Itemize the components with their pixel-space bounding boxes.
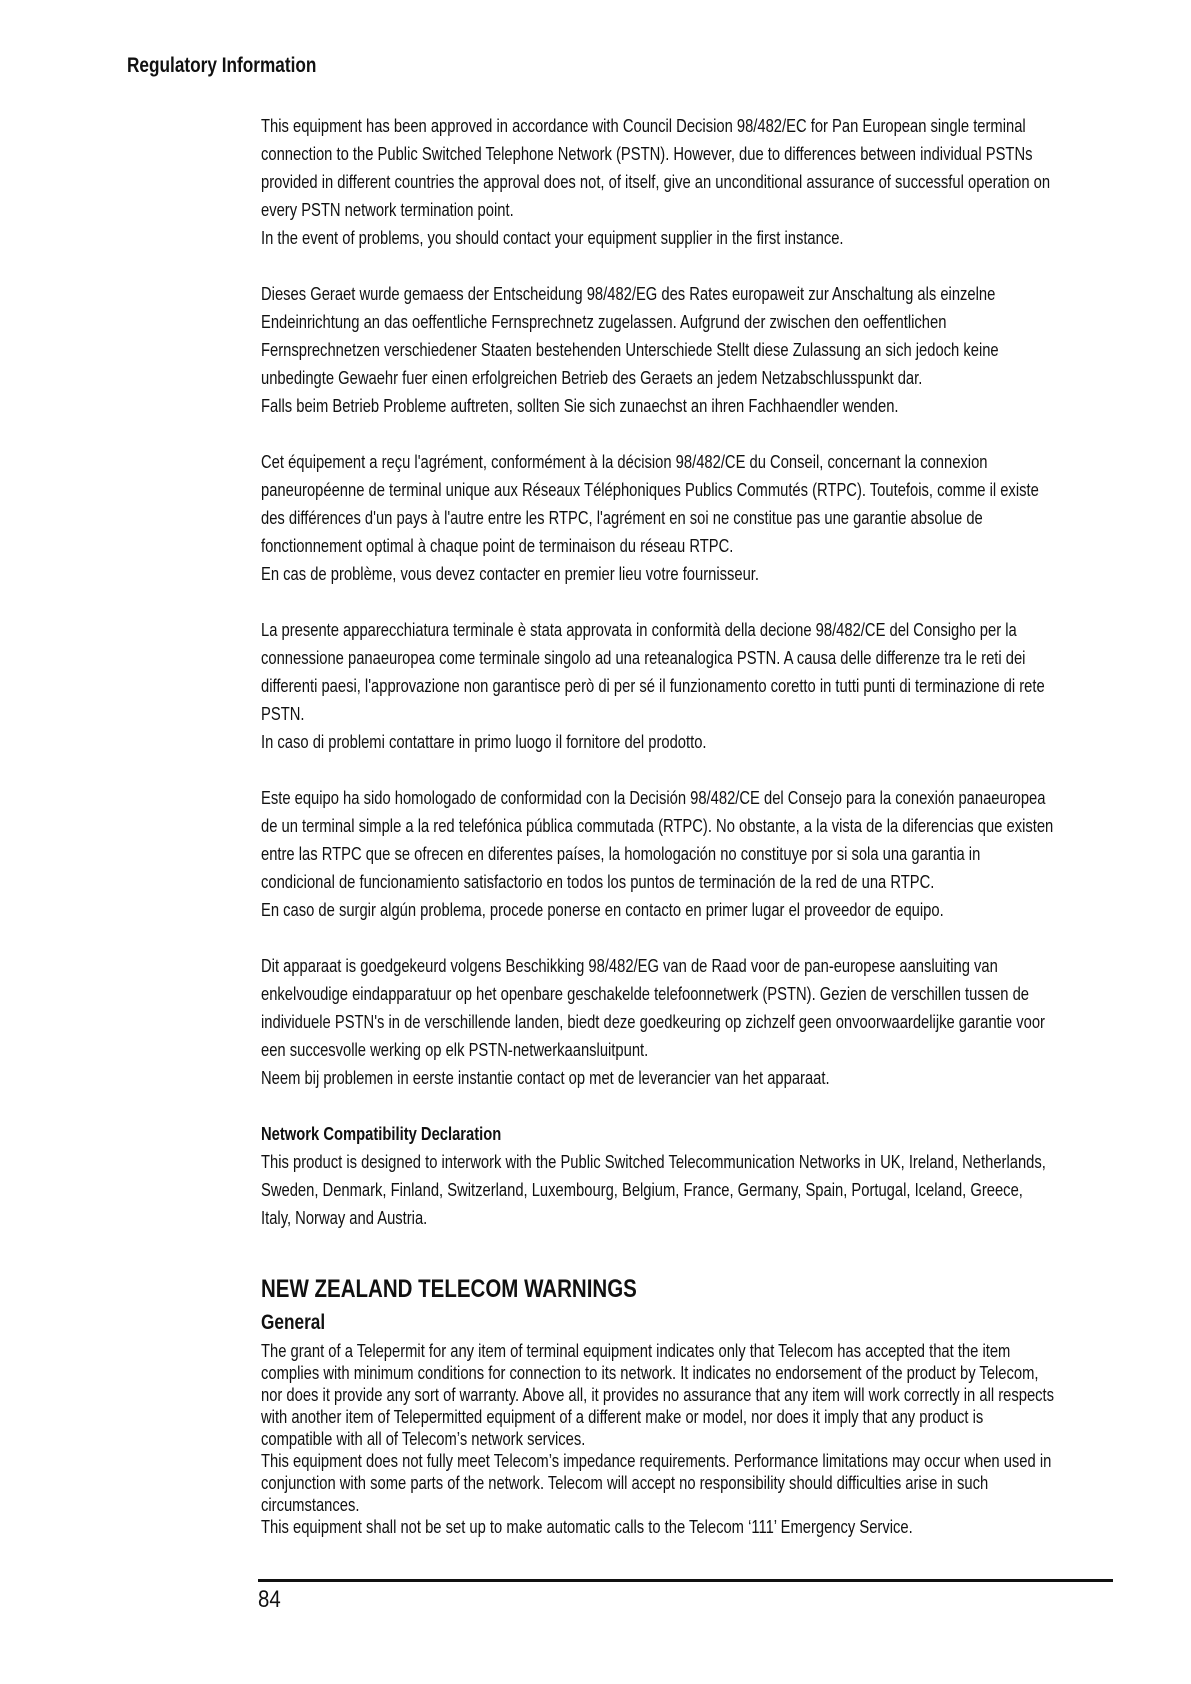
paragraph-text: La presente apparecchiatura terminale è stata approvata in conformità della decione 98/482/CE del Consigho per la connessione panaeuropea come terminale singolo ad una reteanalogica PSTN. A causa delle differenze tra le reti dei differenti paesi, l'approvazione non garantisce però di per sé il funzionamento coretto in tutti punti di terminazione di rete PSTN.: [261, 620, 1045, 724]
eu-paragraph-spanish: [261, 784, 1055, 924]
nz-paragraph: This equipment does not fully meet Telecom’s impedance requirements. Performance limitations may occur when used in conjunction with some parts of the network. Telecom will accept no responsibility should difficulties arise in such circumstances.: [261, 1451, 1052, 1515]
document-body: [261, 112, 1055, 1538]
network-compatibility-text: This product is designed to interwork with the Public Switched Telecommunication Networks in UK, Ireland, Netherlands, Sweden, Denmark, Finland, Switzerland, Luxembourg, Belgium, France, Germany, Spain, Portugal, Iceland, Greece, Italy, Norway and Austria.: [261, 1152, 1046, 1228]
paragraph-note: En cas de problème, vous devez contacter en premier lieu votre fournisseur.: [261, 564, 760, 584]
eu-paragraph-dutch: [261, 952, 1055, 1092]
nz-section-heading: NEW ZEALAND TELECOM WARNINGS: [261, 1275, 637, 1303]
paragraph-text: Dieses Geraet wurde gemaess der Entscheidung 98/482/EG des Rates europaweit zur Anschaltung als einzelne Endeinrichtung an das oeffentliche Fernsprechnetz zugelassen. Aufgrund der zwischen den oeffentlichen Fernsprechnetzen verschiedener Staaten bestehenden Unterschiede Stellt diese Zulassung an sich jedoch keine unbedingte Gewaehr fuer einen erfolgreichen Betrieb des Geraets an jedem Netzabschlusspunkt dar.: [261, 284, 999, 388]
eu-paragraph-german: [261, 280, 1055, 420]
paragraph-note: Falls beim Betrieb Probleme auftreten, sollten Sie sich zunaechst an ihren Fachhaendler wenden.: [261, 396, 899, 416]
paragraph-text: This equipment has been approved in accordance with Council Decision 98/482/EC for Pan European single terminal connection to the Public Switched Telephone Network (PSTN). However, due to differences between individual PSTNs provided in different countries the approval does not, of itself, give an unconditional assurance of successful operation on every PSTN network termination point.: [261, 116, 1051, 220]
nz-general-subheading: General: [261, 1311, 326, 1334]
nz-paragraph: This equipment shall not be set up to make automatic calls to the Telecom ‘111’ Emergency Service.: [261, 1517, 913, 1537]
network-compatibility-heading: Network Compatibility Declaration: [261, 1124, 502, 1144]
page-header-title: Regulatory Information: [127, 54, 317, 77]
paragraph-note: In the event of problems, you should contact your equipment supplier in the first instance.: [261, 228, 844, 248]
paragraph-note: In caso di problemi contattare in primo luogo il fornitore del prodotto.: [261, 732, 707, 752]
paragraph-text: Dit apparaat is goedgekeurd volgens Beschikking 98/482/EG van de Raad voor de pan-europese aansluiting van enkelvoudige eindapparatuur op het openbare geschakelde telefoonnetwerk (PSTN). Gezien de verschillen tussen de individuele PSTN's in de verschillende landen, biedt deze goedkeuring op zichzelf geen onvoorwaardelijke garantie voor een succesvolle werking op elk PSTN-netwerkaansluitpunt.: [261, 956, 1045, 1060]
paragraph-note: Neem bij problemen in eerste instantie contact op met de leverancier van het apparaat.: [261, 1068, 830, 1088]
nz-paragraph: The grant of a Telepermit for any item of terminal equipment indicates only that Telecom has accepted that the item complies with minimum conditions for connection to its network. It indicates no endorsement of the product by Telecom, nor does it provide any sort of warranty. Above all, it provides no assurance that any item will work correctly in all respects with another item of Telepermitted equipment of a different make or model, nor does it imply that any product is compatible with all of Telecom’s network services.: [261, 1341, 1055, 1449]
eu-paragraph-italian: [261, 616, 1055, 756]
page-number: 84: [258, 1586, 281, 1613]
paragraph-text: Este equipo ha sido homologado de conformidad con la Decisión 98/482/CE del Consejo para la conexión panaeuropea de un terminal simple a la red telefónica pública commutada (RTPC). No obstante, a la vista de la diferencias que existen entre las RTPC que se ofrecen en diferentes países, la homologación no constituye por si sola una garantia in condicional de funcionamiento satisfactorio en todos los puntos de terminación de la red de una RTPC.: [261, 788, 1054, 892]
eu-paragraph-english: [261, 112, 1055, 252]
paragraph-note: En caso de surgir algún problema, procede ponerse en contacto en primer lugar el proveedor de equipo.: [261, 900, 944, 920]
footer-divider: [258, 1579, 1113, 1582]
paragraph-text: Cet équipement a reçu l'agrément, conformément à la décision 98/482/CE du Conseil, concernant la connexion paneuropéenne de terminal unique aux Réseaux Téléphoniques Publics Commutés (RTPC). Toutefois, comme il existe des différences d'un pays à l'autre entre les RTPC, l'agrément en soi ne constitue pas une garantie absolue de fonctionnement optimal à chaque point de terminaison du réseau RTPC.: [261, 452, 1039, 556]
eu-paragraph-french: [261, 448, 1055, 588]
